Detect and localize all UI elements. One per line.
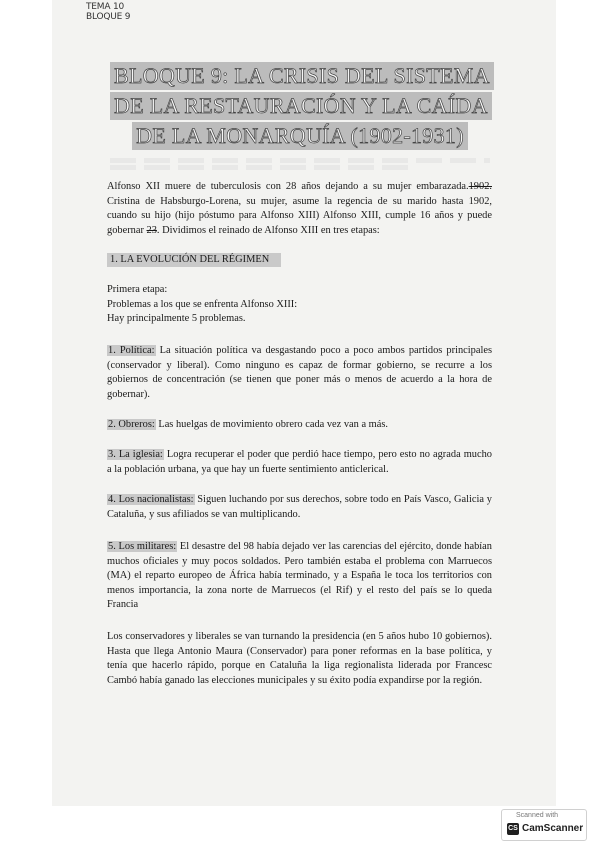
closing-paragraph: Los conservadores y liberales se van turnando la presidencia (en 5 años hubo 10 gobiernos). Hasta que llega Antonio Maura (Conservador) para poner reformas en la base política, y tenía que hacerlo rápido, porque en Cataluña la liga regionalista liderada por Francesc Cambó había ganado las elecciones municipales y su éxito podía expandirse por la región.	[107, 631, 492, 686]
problem-text: Logra recuperar el poder que perdió hace tiempo, pero esto no agrada mucho a la población urbana, ya que hay un fuerte sentimiento anticlerical.	[107, 449, 492, 475]
camscanner-badge	[501, 809, 587, 841]
camscanner-logo-icon: CS	[507, 823, 519, 835]
problem-nacionalistas	[107, 493, 492, 522]
stage-title: Primera etapa:	[107, 284, 168, 295]
problem-obreros	[107, 418, 492, 433]
struck-text: 1902.	[468, 181, 492, 192]
problem-text: Siguen luchando por sus derechos, sobre todo en País Vasco, Galicia y Cataluña, y sus afiliados se van multiplicando.	[107, 494, 492, 520]
problem-label: 3. La iglesia:	[108, 449, 163, 460]
problem-text: El desastre del 98 había dejado ver las carencias del ejército, donde habían muchos oficiales y muy pocos soldados. Pero también estaba el problema con Marruecos (MA) el reparto europeo de África había terminado, y a España le toca los territorios con menos importancia, la zona norte de Marruecos (el Rif) y el resto del país se lo queda Francia	[107, 541, 492, 610]
title-line-2: DE LA RESTAURACIÓN Y LA CAÍDA	[110, 92, 492, 120]
intro-text: Cristina de Habsburgo-Lorena, su mujer, asume la regencia de su marido hasta 1902, cuando su hijo (hijo póstumo para Alfonso XIII) Alfonso XIII, cumple 16 años y puede gobernar	[107, 195, 492, 236]
bleed-through-mark	[110, 158, 490, 163]
problem-politica	[107, 344, 492, 402]
intro-text: Alfonso XII muere de tuberculosis con 28 años dejando a su mujer embarazada.	[107, 181, 469, 192]
handwritten-note-topic: TEMA 10	[86, 2, 125, 12]
stage-count: Hay principalmente 5 problemas.	[107, 313, 246, 324]
intro-text: . Dividimos el reinado de Alfonso XIII en tres etapas:	[156, 224, 380, 236]
problem-label: 2. Obreros:	[108, 419, 155, 430]
problem-label: 1. Política:	[108, 345, 155, 356]
struck-text: 23	[146, 224, 157, 236]
title-line-3: DE LA MONARQUÍA (1902-1931)	[132, 122, 468, 150]
problem-label: 4. Los nacionalistas:	[108, 494, 194, 505]
problem-label: 5. Los militares:	[108, 541, 177, 552]
problem-militares	[107, 540, 492, 613]
page-title	[110, 62, 490, 152]
bleed-through-mark	[110, 165, 410, 170]
badge-brand: CamScanner	[522, 823, 584, 834]
section-heading: 1. LA EVOLUCIÓN DEL RÉGIMEN	[107, 253, 281, 267]
intro-paragraph	[107, 180, 492, 238]
problem-text: Las huelgas de movimiento obrero cada vez van a más.	[155, 419, 389, 430]
stage-subtitle: Problemas a los que se enfrenta Alfonso XIII:	[107, 298, 298, 310]
handwritten-note-block: BLOQUE 9	[86, 12, 131, 22]
title-line-1: BLOQUE 9: LA CRISIS DEL SISTEMA	[110, 62, 494, 90]
badge-caption: Scanned with	[516, 812, 559, 819]
problem-iglesia	[107, 448, 492, 477]
problem-text: La situación política va desgastando poco a poco ambos partidos principales (conservador y liberal). Como ninguno es capaz de formar gobierno, se recurre a los gobiernos de concentración (se tienen que poner más o menos de acuerdo a la hora de gobernar).	[107, 345, 493, 400]
stage-block	[107, 283, 492, 327]
